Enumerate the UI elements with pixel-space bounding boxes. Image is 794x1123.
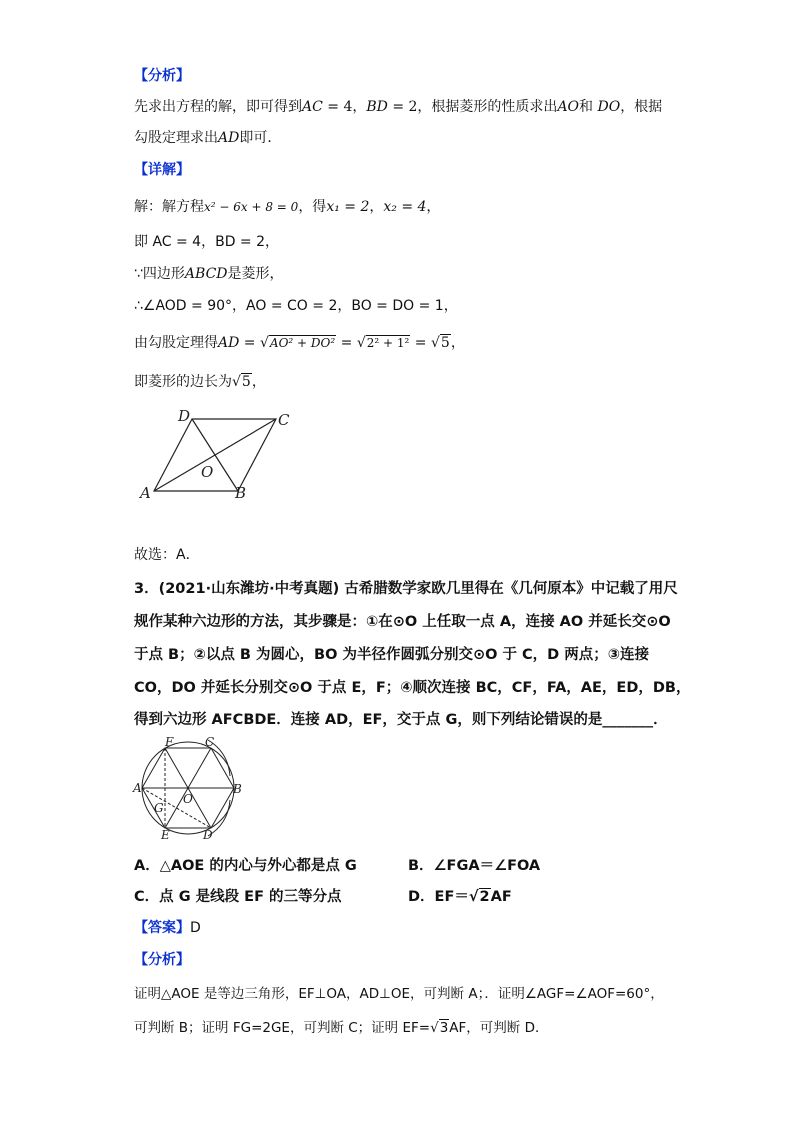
text: 可判断 B；证明 FG=2GE，可判断 C；证明 EF= bbox=[134, 1020, 431, 1036]
math: = 4， bbox=[322, 99, 367, 115]
math: = bbox=[239, 335, 260, 351]
text: 先求出方程的解，即可得到 bbox=[134, 99, 302, 115]
math: DO bbox=[597, 99, 621, 115]
label-b: B bbox=[235, 484, 247, 502]
text: 故选：A． bbox=[134, 547, 200, 563]
root-1: x₁ = 2 bbox=[326, 199, 370, 215]
radicand: 3 bbox=[439, 1020, 449, 1036]
text: 勾股定理求出 bbox=[134, 130, 218, 146]
text: ∵四边形 bbox=[134, 266, 185, 282]
radicand: 2² + 1² bbox=[366, 336, 410, 350]
question-3-line-3: 于点 B；②以点 B 为圆心，BO 为半径作圆弧分别交⊙O 于 C，D 两点；③连接 bbox=[134, 647, 650, 663]
answer-value: D bbox=[190, 920, 201, 936]
label-c: C bbox=[278, 411, 290, 429]
sqrt-expression-3: √5 bbox=[430, 335, 450, 351]
analysis-header-1: 【分析】 bbox=[134, 68, 190, 84]
text: ， bbox=[251, 374, 266, 390]
radicand: 5 bbox=[241, 374, 251, 390]
math: AC bbox=[302, 99, 323, 115]
choice-line bbox=[134, 545, 200, 565]
label-o: O bbox=[183, 792, 193, 806]
text: ， bbox=[369, 199, 384, 215]
solution-line-3 bbox=[134, 264, 284, 284]
answer-line bbox=[134, 918, 201, 938]
sqrt-expression: √2 bbox=[468, 889, 490, 905]
math: AD bbox=[218, 130, 240, 146]
option-a: A．△AOE 的内心与外心都是点 G bbox=[134, 858, 357, 874]
analysis-2-line-2 bbox=[134, 1018, 548, 1038]
text: AF bbox=[490, 889, 512, 905]
text: 是菱形， bbox=[227, 266, 284, 282]
analysis-text-line-1 bbox=[134, 97, 662, 117]
text: D．EF＝ bbox=[408, 889, 469, 905]
diagonal-bd bbox=[192, 419, 238, 491]
question-3-line-5: 得到六边形 AFCBDE．连接 AD，EF，交于点 G，则下列结论错误的是_______． bbox=[134, 712, 668, 728]
solution-line-6 bbox=[134, 372, 266, 392]
text: ∴∠AOD = 90°，AO = CO = 2，BO = DO = 1， bbox=[134, 298, 458, 314]
solution-line-4 bbox=[134, 296, 458, 316]
solution-line-5: 由勾股定理得AD = √AO² + DO² = √2² + 1² = √5， bbox=[134, 335, 465, 351]
label-d: D bbox=[178, 407, 191, 425]
rhombus-figure bbox=[138, 405, 298, 507]
text: 即菱形的边长为 bbox=[134, 374, 232, 390]
sqrt-expression: √5 bbox=[232, 374, 251, 390]
label-o: O bbox=[201, 463, 214, 481]
label-b: B bbox=[233, 782, 242, 796]
label-e: E bbox=[161, 828, 170, 842]
label-d: D bbox=[203, 828, 213, 842]
sqrt-expression: √3 bbox=[430, 1020, 449, 1036]
option-b: B．∠FGA＝∠FOA bbox=[408, 858, 541, 874]
option-c: C．点 G 是线段 EF 的三等分点 bbox=[134, 889, 342, 905]
sqrt-expression-2: √2² + 1² bbox=[356, 335, 410, 351]
math: = 2，根据菱形的性质求出 bbox=[387, 99, 558, 115]
label-c: C bbox=[205, 735, 215, 749]
analysis-header-2: 【分析】 bbox=[134, 952, 190, 968]
math: BD bbox=[366, 99, 388, 115]
analysis-2-line-1: 证明△AOE 是等边三角形，EF⊥OA，AD⊥OE，可判断 A；．证明∠AGF=∠AOF=60°， bbox=[134, 986, 664, 1002]
question-3-line-2: 规作某种六边形的方法，其步骤是：①在⊙O 上任取一点 A，连接 AO 并延长交⊙O bbox=[134, 614, 671, 630]
math: AO bbox=[557, 99, 580, 115]
answer-header: 【答案】 bbox=[134, 920, 190, 936]
equation: x² − 6x + 8 = 0 bbox=[204, 200, 299, 214]
detail-header: 【详解】 bbox=[134, 162, 190, 178]
label-a: A bbox=[140, 484, 151, 502]
text: ，根据 bbox=[620, 99, 663, 115]
text: 解：解方程 bbox=[134, 199, 204, 215]
solution-line-1 bbox=[134, 197, 440, 217]
radicand: 5 bbox=[440, 335, 450, 351]
label-g: G bbox=[154, 801, 164, 815]
text: ，得 bbox=[298, 199, 327, 215]
label-f: F bbox=[165, 735, 174, 749]
analysis-text-line-2 bbox=[134, 128, 281, 148]
solution-line-2 bbox=[134, 232, 279, 252]
text: ， bbox=[450, 335, 465, 351]
text: 由勾股定理得 bbox=[134, 335, 218, 351]
root-2: x₂ = 4 bbox=[383, 199, 427, 215]
hexagon-figure bbox=[132, 732, 252, 842]
radicand: 2 bbox=[479, 889, 490, 905]
text: ， bbox=[426, 199, 441, 215]
text: AF，可判断 D． bbox=[449, 1020, 549, 1036]
question-3-line-4: CO，DO 并延长分别交⊙O 于点 E，F；④顺次连接 BC，CF，FA，AE，ED，DB， bbox=[134, 680, 691, 696]
math: AD bbox=[218, 335, 240, 351]
text: 和 bbox=[579, 99, 598, 115]
text: 即可． bbox=[239, 130, 282, 146]
question-3-line-1: 3．(2021·山东潍坊·中考真题) 古希腊数学家欧几里得在《几何原本》中记载了用尺 bbox=[134, 581, 678, 597]
option-d bbox=[408, 887, 512, 907]
math: ABCD bbox=[184, 266, 228, 282]
sqrt-expression-1: √AO² + DO² bbox=[259, 335, 336, 351]
radicand: AO² + DO² bbox=[269, 336, 336, 350]
label-a: A bbox=[133, 781, 142, 795]
text: 即 AC = 4，BD = 2， bbox=[134, 234, 280, 250]
